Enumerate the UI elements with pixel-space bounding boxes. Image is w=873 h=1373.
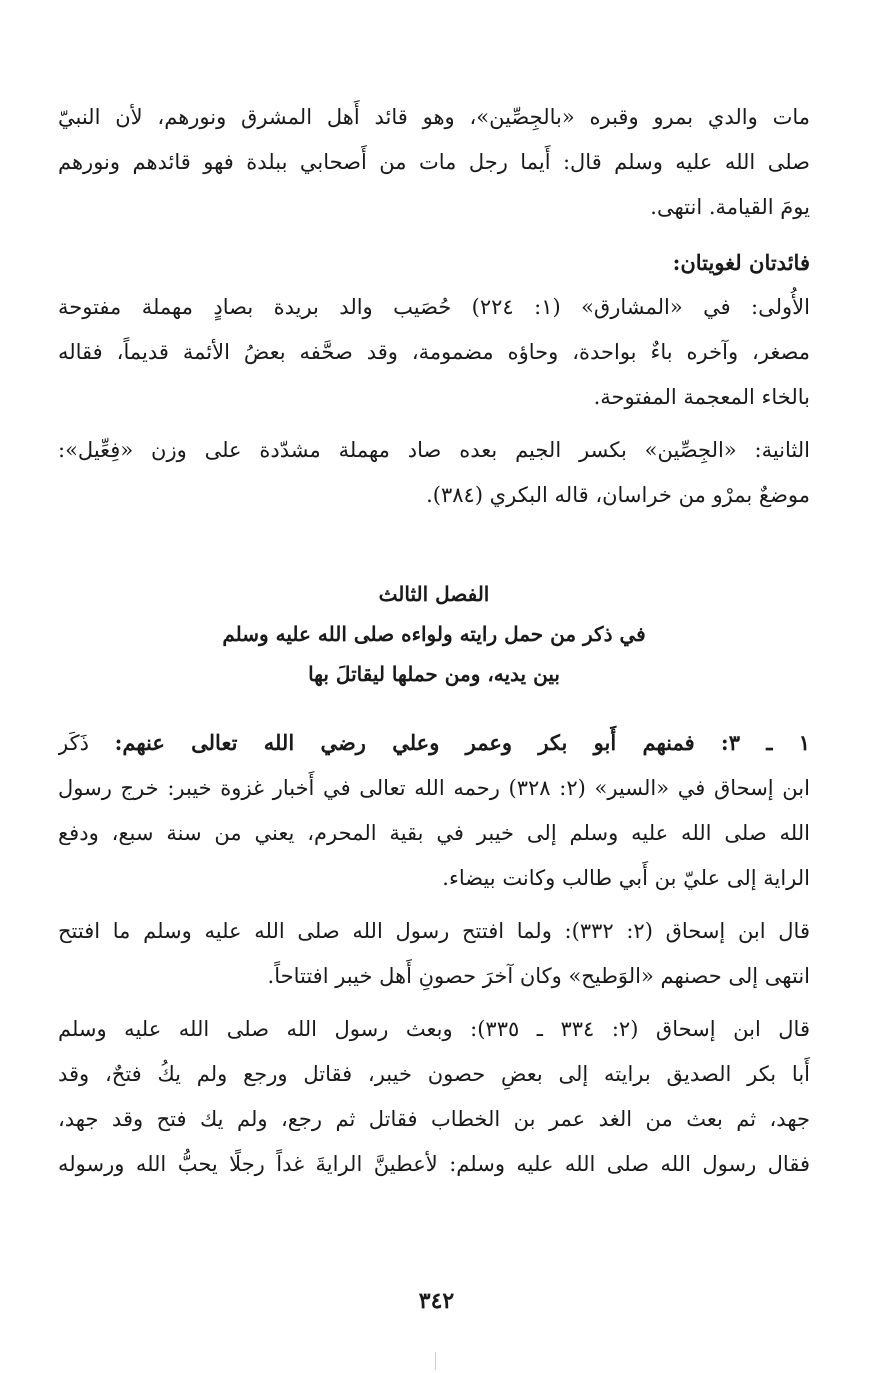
text-line: موضعٌ بمرْو من خراسان، قاله البكري (٣٨٤). xyxy=(426,483,810,507)
text-line: صلى الله عليه وسلم قال: أَيما رجل مات من أَصحابي ببلدة فهو قائدهم ونورهم xyxy=(58,150,810,174)
chapter-subtitle: بين يديه، ومن حملها ليقاتلَ بها xyxy=(308,662,560,686)
text-line: جهد، ثم بعث من الغد عمر بن الخطاب فقاتل ثم رجع، ولم يك فتح وقد جهد، xyxy=(58,1107,810,1131)
text-line: مات والدي بمرو وقبره «بالجِصِّين»، وهو قائد أَهل المشرق ونورهم، لأن النبيّ xyxy=(58,105,810,129)
text-line xyxy=(58,720,810,766)
text-line: أَبا بكر الصديق برايته إلى بعضِ حصون خيبر، فقاتل ورجع ولم يكُ فتحٌ، وقد xyxy=(58,1062,810,1086)
scan-mark xyxy=(435,1352,436,1370)
text-line: الراية إلى عليّ بن أَبي طالب وكانت بيضاء. xyxy=(442,866,810,890)
paragraph-ibn-ishaq-2 xyxy=(58,1007,810,1187)
paragraph-ibn-ishaq-1 xyxy=(58,909,810,999)
section-entry xyxy=(58,720,810,901)
entry-lead-rest: ذَكَر xyxy=(58,731,89,755)
note-second xyxy=(58,428,810,518)
text-line: قال ابن إسحاق (٢: ٣٣٤ ـ ٣٣٥): وبعث رسول الله صلى الله عليه وسلم xyxy=(58,1017,810,1041)
entry-lead: ١ ـ ٣: فمنهم أَبو بكر وعمر وعلي رضي الله تعالى عنهم: xyxy=(114,730,810,755)
text-line: فقال رسول الله صلى الله عليه وسلم: لأعطينَّ الرايةَ غداً رجلًا يحبُّ الله ورسوله xyxy=(58,1152,810,1176)
page-number: ٣٤٢ xyxy=(418,1288,455,1314)
text-line: ابن إسحاق في «السير» (٢: ٣٢٨) رحمه الله تعالى في أَخبار غزوة خيبر: خرج رسول xyxy=(58,776,810,800)
chapter-subtitle: في ذكر من حمل رايته ولواءه صلى الله عليه وسلم xyxy=(222,622,646,646)
text-line: الأُولى: في «المشارق» (١: ٢٢٤) حُصَيب والد بريدة بصادٍ مهملة مفتوحة xyxy=(58,295,810,319)
text-line: قال ابن إسحاق (٢: ٣٣٢): ولما افتتح رسول الله صلى الله عليه وسلم ما افتتح xyxy=(58,919,810,943)
text-line: الله صلى الله عليه وسلم إلى خيبر في بقية المحرم، يعني من سنة سبع، ودفع xyxy=(58,821,810,845)
chapter-title: الفصل الثالث xyxy=(378,582,490,606)
text-line: مصغر، وآخره باءٌ بواحدة، وحاؤه مضمومة، وقد صحَّفه بعضُ الأئمة قديماً، فقاله xyxy=(58,340,810,364)
text-line: انتهى إلى حصنهم «الوَطيح» وكان آخرَ حصونِ أَهل خيبر افتتاحاً. xyxy=(267,964,810,988)
note-first xyxy=(58,285,810,420)
text-line: بالخاء المعجمة المفتوحة. xyxy=(593,385,810,409)
chapter-heading xyxy=(58,574,810,694)
notes-heading: فائدتان لغويتان: xyxy=(672,250,810,275)
text-line: يومَ القيامة. انتهى. xyxy=(650,195,810,219)
text-line: الثانية: «الجِصِّين» بكسر الجيم بعده صاد مهملة مشدّدة على وزن «فِعِّيل»: xyxy=(58,438,810,462)
paragraph-1 xyxy=(58,95,810,230)
page-body xyxy=(58,95,810,1187)
